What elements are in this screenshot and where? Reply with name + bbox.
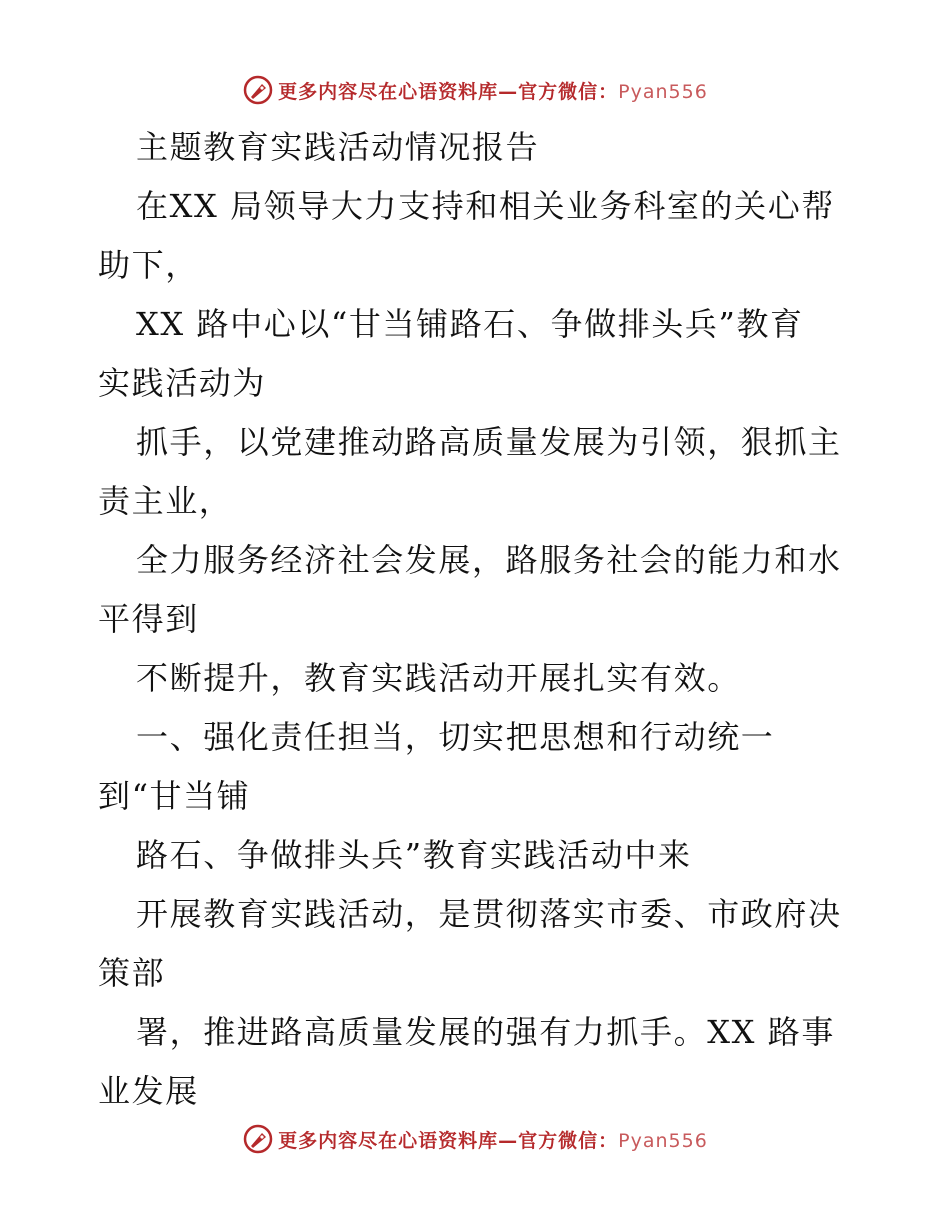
section-heading-line: 一、强化责任担当，切实把思想和行动统一 <box>136 718 775 756</box>
paragraph-line: 策部 <box>98 954 166 992</box>
paragraph-line: 不断提升，教育实践活动开展扎实有效。 <box>136 659 741 697</box>
watermark-text: 更多内容尽在心语资料库—官方微信： <box>278 1129 619 1152</box>
paragraph-line: 实践活动为 <box>98 364 267 402</box>
paragraph-line: 业发展 <box>98 1072 199 1110</box>
document-title: 主题教育实践活动情况报告 <box>136 128 540 166</box>
paragraph-line: XX 路中心以“甘当铺路石、争做排头兵”教育 <box>136 305 804 343</box>
watermark-text: 更多内容尽在心语资料库—官方微信： <box>278 80 619 103</box>
paragraph-line: 责主业， <box>98 482 233 520</box>
paragraph-line: 全力服务经济社会发展，路服务社会的能力和水 <box>136 541 842 579</box>
paragraph-line: 抓手，以党建推动路高质量发展为引领，狠抓主 <box>136 423 842 461</box>
pen-nib-logo-icon <box>242 1123 274 1155</box>
paragraph-line: 助下， <box>98 246 199 284</box>
watermark-wechat-id: Pyan556 <box>618 80 708 103</box>
footer-watermark-banner <box>0 1119 950 1159</box>
paragraph-line: 平得到 <box>98 600 199 638</box>
section-heading-line: 到“甘当铺 <box>98 777 251 815</box>
watermark-wechat-id: Pyan556 <box>618 1129 708 1152</box>
paragraph-line: 开展教育实践活动，是贯彻落实市委、市政府决 <box>136 895 842 933</box>
paragraph-line: 署，推进路高质量发展的强有力抓手。XX 路事 <box>136 1013 835 1051</box>
section-heading-line: 路石、争做排头兵”教育实践活动中来 <box>136 836 692 874</box>
paragraph-line: 在XX 局领导大力支持和相关业务科室的关心帮 <box>136 187 835 225</box>
